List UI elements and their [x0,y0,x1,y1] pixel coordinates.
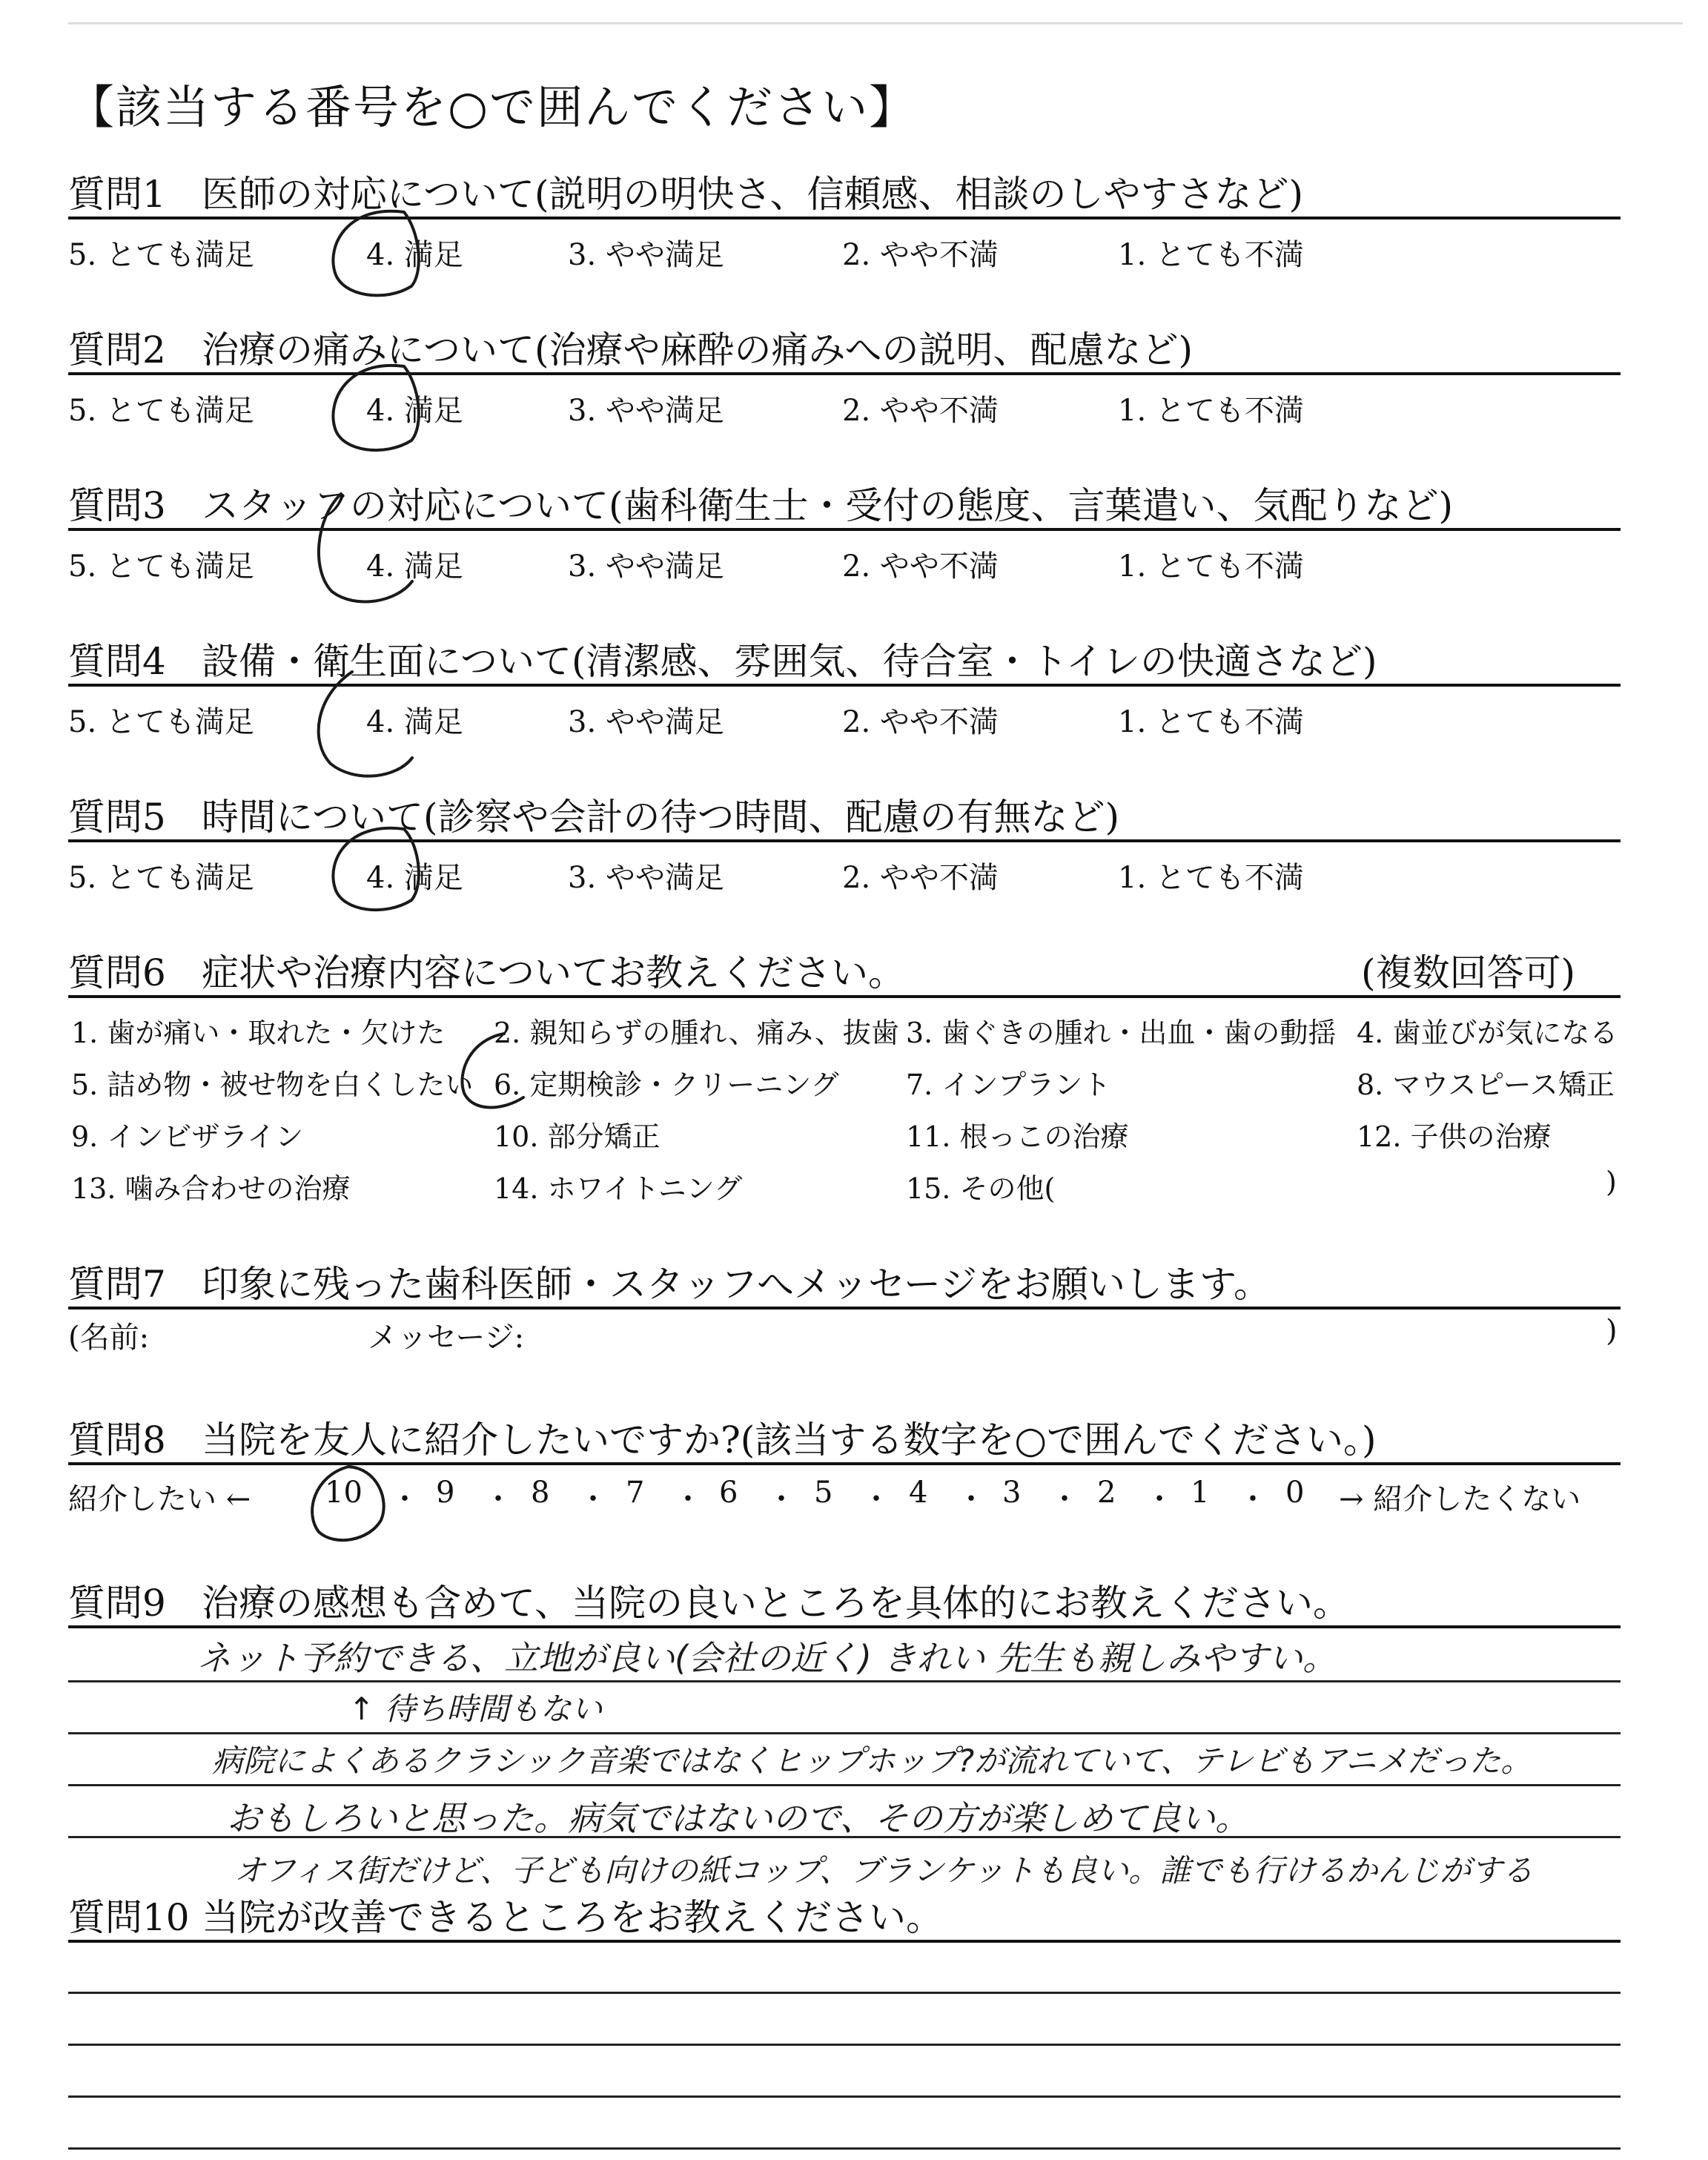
q10-rule [68,1940,1621,1943]
q1-option-5[interactable]: 5. とても満足 [68,238,254,272]
q5-option-1[interactable]: 1. とても不満 [1118,861,1304,895]
q8-scale-8[interactable]: 8 [531,1476,550,1510]
q8-separator: ・ [390,1482,420,1516]
q8-scale-6[interactable]: 6 [719,1476,738,1510]
instruction-heading: 【該当する番号を○で囲んでください】 [68,80,917,134]
q7-text: 印象に残った歯科医師・スタッフへメッセージをお願いします。 [202,1263,1271,1306]
answer-line [68,1680,1621,1682]
q2-option-4[interactable]: 4. 満足 [366,394,463,428]
q8-separator: ・ [956,1482,986,1516]
q5-text: 時間について(診察や会計の待つ時間、配慮の有無など) [202,796,1120,839]
q9-handwritten-answer-line: ↑ 待ち時間もない [348,1691,603,1727]
top-border-line [68,22,1683,24]
q1-rule [68,217,1621,219]
q1-label: 質問1 [68,173,166,216]
q7-name-label: (名前: [68,1321,150,1355]
q4-option-3[interactable]: 3. やや満足 [568,705,724,739]
q5-option-4[interactable]: 4. 満足 [366,861,463,895]
q8-scale-7[interactable]: 7 [626,1476,645,1510]
q7-label: 質問7 [68,1263,166,1306]
q6-text: 症状や治療内容についてお教えください。 [202,951,905,994]
q1-text: 医師の対応について(説明の明快さ、信頼感、相談のしやすさなど) [202,173,1304,216]
q9-text: 治療の感想も含めて、当院の良いところを具体的にお教えください。 [202,1582,1350,1625]
q7-message-label: メッセージ: [368,1321,525,1355]
q8-separator: ・ [578,1482,608,1516]
q9-label: 質問9 [68,1582,166,1625]
q6-option-5[interactable]: 5. 詰め物・被せ物を白くしたい [71,1069,474,1101]
q8-scale-1[interactable]: 1 [1191,1476,1210,1510]
q1-option-1[interactable]: 1. とても不満 [1118,238,1304,272]
q6-option-12[interactable]: 12. 子供の治療 [1357,1120,1552,1153]
q2-label: 質問2 [68,328,166,371]
answer-line [68,2044,1621,2046]
q6-other-close-paren: ) [1606,1166,1617,1198]
q8-separator: ・ [1145,1482,1174,1516]
q8-separator: ・ [673,1482,703,1516]
q6-note: (複数回答可) [1361,951,1576,994]
q6-option-1[interactable]: 1. 歯が痛い・取れた・欠けた [71,1017,446,1049]
q8-right-label: → 紹介したくない [1339,1482,1581,1516]
q8-rule [68,1462,1621,1465]
q6-option-9[interactable]: 9. インビザライン [71,1120,304,1153]
q6-rule [68,995,1621,998]
q4-label: 質問4 [68,640,166,683]
q2-option-3[interactable]: 3. やや満足 [568,394,724,428]
q8-separator: ・ [767,1482,796,1516]
q8-text: 当院を友人に紹介したいですか?(該当する数字を○で囲んでください。) [202,1418,1377,1462]
q5-option-5[interactable]: 5. とても満足 [68,861,254,895]
q8-left-label: 紹介したい ← [68,1482,251,1516]
answer-line [68,2095,1621,2098]
q8-scale-5[interactable]: 5 [814,1476,833,1510]
q8-scale-3[interactable]: 3 [1002,1476,1022,1510]
q10-text: 当院が改善できるところをお教えください。 [202,1896,943,1939]
q4-option-5[interactable]: 5. とても満足 [68,705,254,739]
q7-close-paren: ) [1606,1314,1618,1348]
q3-option-4[interactable]: 4. 満足 [366,549,463,584]
q2-option-1[interactable]: 1. とても不満 [1118,394,1304,428]
q5-option-2[interactable]: 2. やや不満 [842,861,999,895]
q9-handwritten-answer-line: おもしろいと思った。病気ではないので、その方が楽しめて良い。 [227,1798,1250,1838]
answer-line [68,1992,1621,1994]
q9-handwritten-answer-line: オフィス街だけど、子ども向けの紙コップ、ブランケットも良い。誰でも行けるかんじがする [234,1852,1534,1889]
q1-option-4[interactable]: 4. 満足 [366,238,463,272]
q6-option-10[interactable]: 10. 部分矯正 [494,1120,661,1153]
q8-scale-10[interactable]: 10 [325,1476,363,1510]
q2-rule [68,372,1621,375]
q6-option-14[interactable]: 14. ホワイトニング [494,1172,743,1205]
q3-option-1[interactable]: 1. とても不満 [1118,549,1304,584]
q5-rule [68,839,1621,842]
q4-option-1[interactable]: 1. とても不満 [1118,705,1304,739]
q3-text: スタッフの対応について(歯科衛生士・受付の態度、言葉遣い、気配りなど) [202,484,1454,527]
q9-rule [68,1625,1621,1628]
q5-option-3[interactable]: 3. やや満足 [568,861,724,895]
q4-option-2[interactable]: 2. やや不満 [842,705,999,739]
q8-separator: ・ [1050,1482,1079,1516]
q2-text: 治療の痛みについて(治療や麻酔の痛みへの説明、配慮など) [202,328,1194,371]
q4-text: 設備・衛生面について(清潔感、雰囲気、待合室・トイレの快適さなど) [202,640,1377,683]
q3-label: 質問3 [68,484,166,527]
q4-option-4[interactable]: 4. 満足 [366,705,463,739]
q6-option-6[interactable]: 6. 定期検診・クリーニング [494,1069,839,1101]
q6-option-4[interactable]: 4. 歯並びが気になる [1357,1017,1618,1049]
q2-option-5[interactable]: 5. とても満足 [68,394,254,428]
q8-separator: ・ [483,1482,513,1516]
q3-option-3[interactable]: 3. やや満足 [568,549,724,584]
q6-option-7[interactable]: 7. インプラント [906,1069,1111,1101]
q9-handwritten-answer-line: 病院によくあるクラシック音楽ではなくヒップホップ?が流れていて、テレビもアニメだった。 [212,1743,1532,1779]
q3-option-5[interactable]: 5. とても満足 [68,549,254,584]
answer-line [68,2147,1621,2150]
q8-separator: ・ [1238,1482,1268,1516]
q6-option-8[interactable]: 8. マウスピース矯正 [1357,1069,1615,1101]
q6-option-15[interactable]: 15. その他( [906,1172,1056,1205]
q9-handwritten-answer-line: ネット予約できる、立地が良い(会社の近く) きれい 先生も親しみやすい。 [197,1638,1337,1678]
q8-scale-4[interactable]: 4 [909,1476,928,1510]
q6-option-3[interactable]: 3. 歯ぐきの腫れ・出血・歯の動揺 [906,1017,1337,1049]
q7-rule [68,1307,1621,1309]
q8-separator: ・ [861,1482,891,1516]
q8-scale-9[interactable]: 9 [436,1476,455,1510]
q3-rule [68,528,1621,531]
q3-option-2[interactable]: 2. やや不満 [842,549,999,584]
q6-option-13[interactable]: 13. 噛み合わせの治療 [71,1172,351,1205]
answer-line [68,1732,1621,1734]
q1-option-3[interactable]: 3. やや満足 [568,238,724,272]
answer-line [68,1784,1621,1786]
q1-option-2[interactable]: 2. やや不満 [842,238,999,272]
q8-label: 質問8 [68,1418,166,1462]
q5-label: 質問5 [68,796,166,839]
q6-option-11[interactable]: 11. 根っこの治療 [906,1120,1129,1153]
q10-label: 質問10 [68,1896,190,1939]
q8-scale-0[interactable]: 0 [1285,1476,1305,1510]
q2-option-2[interactable]: 2. やや不満 [842,394,999,428]
q8-scale-2[interactable]: 2 [1097,1476,1116,1510]
q6-option-2[interactable]: 2. 親知らずの腫れ、痛み、抜歯 [494,1017,899,1049]
q4-rule [68,684,1621,687]
q6-label: 質問6 [68,951,166,994]
